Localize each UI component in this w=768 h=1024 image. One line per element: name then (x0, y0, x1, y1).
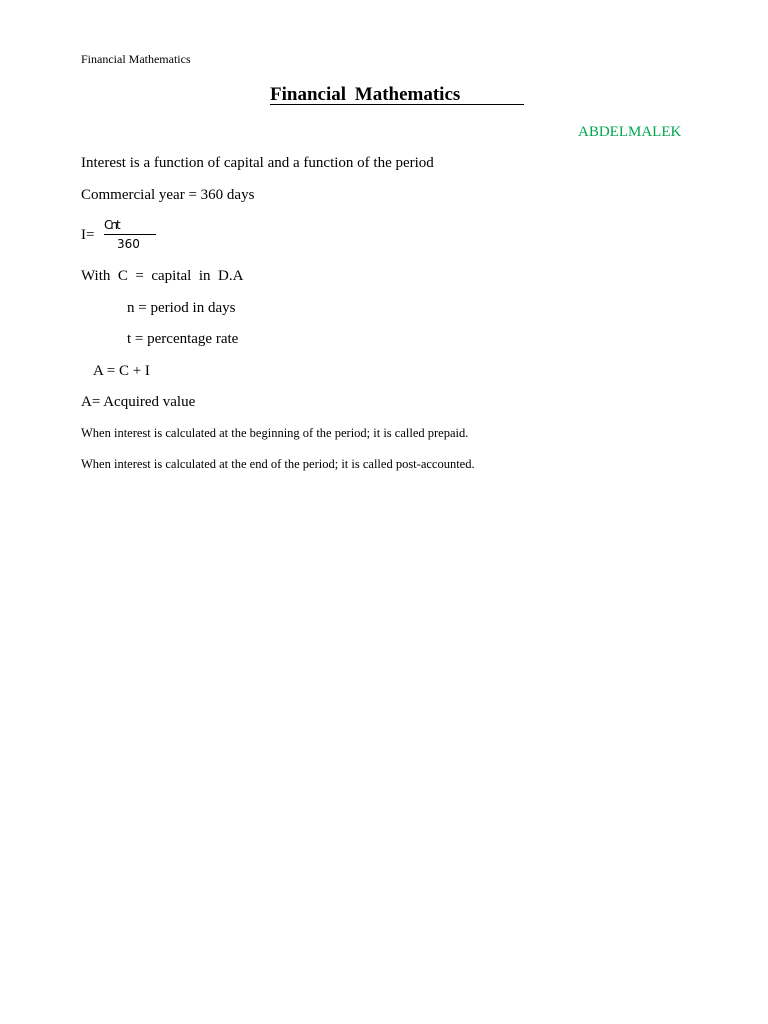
definition-capital: With C = capital in D.A (81, 268, 244, 284)
running-header: Financial Mathematics (81, 52, 191, 66)
fraction-bar (104, 234, 156, 235)
acquired-value-formula: A = C + I (93, 363, 150, 379)
acquired-value-definition: A= Acquired value (81, 394, 196, 410)
interest-formula-fraction (104, 218, 156, 252)
author-name: ABDELMALEK (578, 124, 682, 140)
commercial-year-line: Commercial year = 360 days (81, 187, 255, 203)
definition-rate: t = percentage rate (127, 331, 239, 347)
interest-formula-label: I= (81, 227, 95, 243)
formula-denominator: 360 (117, 237, 140, 251)
title-underline (270, 104, 524, 105)
intro-paragraph: Interest is a function of capital and a function of the period (81, 155, 434, 171)
definition-period: n = period in days (127, 300, 236, 316)
prepaid-note: When interest is calculated at the beginning of the period; it is called prepaid. (81, 426, 469, 440)
document-title: Financial Mathematics (270, 84, 461, 105)
formula-numerator: Cnt (104, 218, 119, 232)
post-accounted-note: When interest is calculated at the end of the period; it is called post-accounted. (81, 457, 475, 471)
